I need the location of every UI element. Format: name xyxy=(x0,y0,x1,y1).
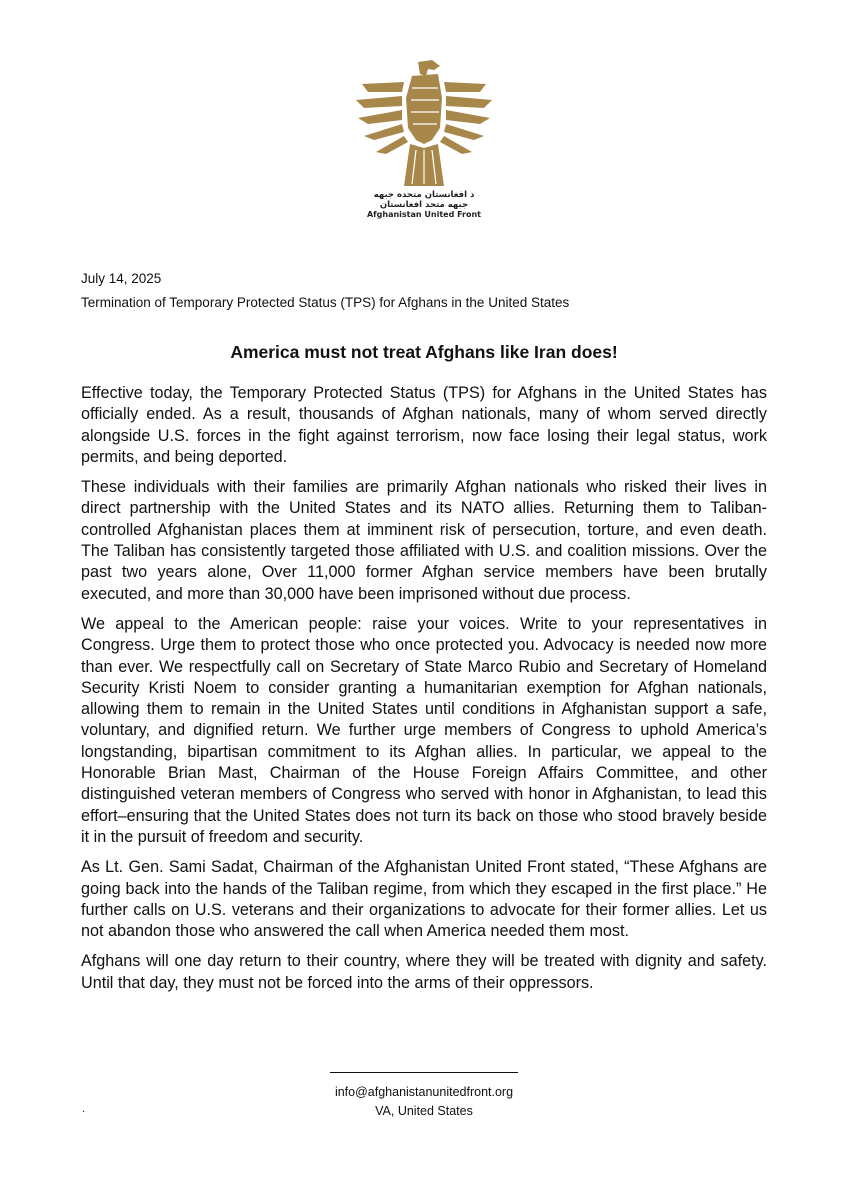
footer-divider xyxy=(330,1072,518,1073)
paragraph: These individuals with their families are primarily Afghan nationals who risked their lives in direct partnership with the United States and its NATO allies. Returning them to Taliban-controlled Afghanistan places them at imminent risk of persecution, torture, and even death. The Taliban has consistently targeted those affiliated with U.S. and coalition missions. Over the past two years alone, Over 11,000 former Afghan service members have been brutally executed, and more than 30,000 have been imprisoned without due process. xyxy=(81,478,767,603)
headline: America must not treat Afghans like Iran does! xyxy=(230,342,618,362)
logo-arabic-line-2: جبهه متحد افغانستان xyxy=(379,200,469,210)
contact-email[interactable]: info@afghanistanunitedfront.org xyxy=(334,1085,514,1099)
organization-logo xyxy=(348,58,500,233)
footer xyxy=(0,1083,848,1121)
paragraph: Afghans will one day return to their country, where they will be treated with dignity and safety. Until that day, they must not be forced into the arms of their oppressors. xyxy=(81,952,767,992)
eagle-emblem-icon xyxy=(354,58,494,190)
footer-dot: . xyxy=(82,1104,86,1115)
letter-date: July 14, 2025 xyxy=(81,271,162,286)
logo-english-name: Afghanistan United Front xyxy=(366,210,481,219)
paragraph: Effective today, the Temporary Protected Status (TPS) for Afghans in the United States has officially ended. As a result, thousands of Afghan nationals, many of whom served directly alongside U.S. forces in the fight against terrorism, now face losing their legal status, work permits, and being deported. xyxy=(81,384,767,466)
paragraph: We appeal to the American people: raise your voices. Write to your representatives in Congress. Urge them to protect those who once protected you. Advocacy is needed now more than ever. We respectfully call on Secretary of State Marco Rubio and Secretary of Homeland Security Kristi Noem to consider granting a humanitarian exemption for Afghan nationals, allowing them to remain in the United States until conditions in Afghanistan support a safe, voluntary, and dignified return. We further urge members of Congress to uphold America’s longstanding, bipartisan commitment to its Afghan allies. In particular, we appeal to the Honorable Brian Mast, Chairman of the House Foreign Affairs Committee, and other distinguished veteran members of Congress who served with honor in Afghanistan, to lead this effort–ensuring that the United States does not turn its back on those who stood bravely beside it in the pursuit of freedom and security. xyxy=(81,614,767,846)
letter-subject: Termination of Temporary Protected Status (TPS) for Afghans in the United States xyxy=(81,295,570,310)
letter-body xyxy=(81,383,767,1003)
logo-arabic-line-1: د افغانستان متحده جبهه xyxy=(373,190,475,200)
contact-location: VA, United States xyxy=(375,1104,473,1118)
paragraph: As Lt. Gen. Sami Sadat, Chairman of the Afghanistan United Front stated, “These Afghans are going back into the hands of the Taliban regime, from which they escaped in the first place.” He further calls on U.S. veterans and their organizations to advocate for their former allies. Let us not abandon those who answered the call when America needed them most. xyxy=(81,858,767,941)
